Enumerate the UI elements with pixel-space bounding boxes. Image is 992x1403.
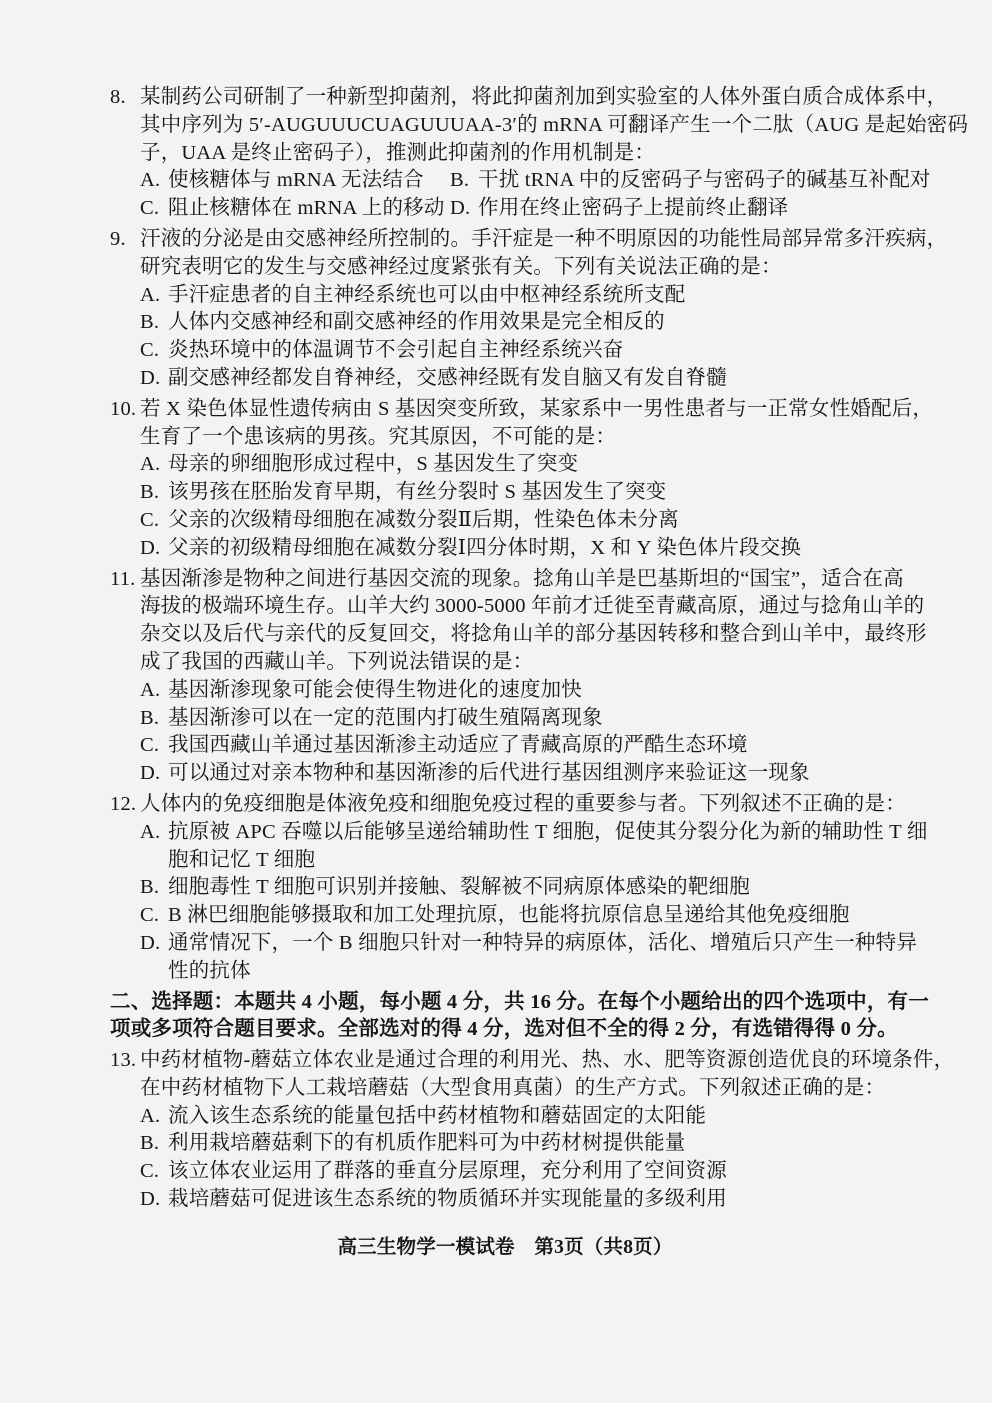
option-label: A. [140, 820, 161, 843]
stem-text: 汗液的分泌是由交感神经所控制的。手汗症是一种不明原因的功能性局部异常多汗疾病， [140, 227, 948, 250]
option-row-ab [110, 167, 982, 195]
option-label: A. [140, 453, 161, 476]
question-stem-line [110, 84, 982, 112]
option-d-continuation: 性的抗体 [168, 959, 251, 982]
option-label: C. [140, 904, 160, 927]
option-text: 抗原被 APC 吞噬以后能够呈递给辅助性 T 细胞，促使其分裂分化为新的辅助性 T 细 [168, 820, 928, 843]
stem-text: 人体内的免疫细胞是体液免疫和细胞免疫过程的重要参与者。下列叙述不正确的是： [140, 792, 906, 815]
option-text: B 淋巴细胞能够摄取和加工处理抗原，也能将抗原信息呈递给其他免疫细胞 [168, 904, 850, 927]
question-stem-line: 海拔的极端环境生存。山羊大约 3000-5000 年前才迁徙至青藏高原，通过与捻角山羊的 [140, 595, 925, 618]
section-instruction-line: 项或多项符合题目要求。全部选对的得 4 分，选对但不全的得 2 分，有选错得得 0 分。 [110, 1018, 898, 1041]
option-c [110, 507, 982, 535]
question-13 [110, 1047, 982, 1214]
option-d [110, 930, 982, 958]
option-label: D. [450, 197, 471, 220]
option-label: B. [140, 876, 160, 899]
option-label: C. [140, 1160, 160, 1183]
option-text: 干扰 tRNA 中的反密码子与密码子的碱基互补配对 [478, 169, 931, 192]
option-text: 父亲的次级精母细胞在减数分裂Ⅱ后期，性染色体未分离 [168, 508, 679, 531]
option-a [110, 1103, 982, 1131]
option-text: 手汗症患者的自主神经系统也可以由中枢神经系统所支配 [168, 283, 686, 306]
question-stem-line: 在中药材植物下人工栽培蘑菇（大型食用真菌）的生产方式。下列叙述正确的是： [140, 1076, 886, 1099]
option-label: A. [140, 1104, 161, 1127]
option-a [110, 677, 982, 705]
question-stem-line [110, 1047, 982, 1075]
option-b [110, 479, 982, 507]
question-8 [110, 84, 982, 223]
option-c [110, 337, 982, 365]
option-label: D. [140, 1188, 161, 1211]
question-number: 12. [110, 792, 137, 815]
option-label: D. [140, 536, 161, 559]
option-text: 母亲的卵细胞形成过程中，S 基因发生了突变 [168, 453, 579, 476]
option-label: C. [140, 197, 160, 220]
question-stem-line [110, 566, 982, 594]
question-number: 11. [110, 567, 136, 590]
option-text: 可以通过对亲本物种和基因渐渗的后代进行基因组测序来验证这一现象 [168, 762, 810, 785]
question-11 [110, 566, 982, 788]
stem-text: 若 X 染色体显性遗传病由 S 基因突变所致，某家系中一男性患者与一正常女性婚配后， [140, 397, 934, 420]
stem-text: 中药材植物-蘑菇立体农业是通过合理的利用光、热、水、肥等资源创造优良的环境条件， [140, 1049, 955, 1072]
option-b [450, 167, 931, 195]
question-number: 9. [110, 227, 126, 250]
question-stem-line: 杂交以及后代与亲代的反复回交，将捻角山羊的部分基因转移和整合到山羊中，最终形 [140, 623, 927, 646]
option-label: A. [140, 283, 161, 306]
option-label: B. [140, 311, 160, 334]
option-text: 我国西藏山羊通过基因渐渗主动适应了青藏高原的严酷生态环境 [168, 734, 748, 757]
option-label: B. [140, 1132, 160, 1155]
option-row-cd [110, 195, 982, 223]
question-stem-line [110, 791, 982, 819]
option-label: A. [140, 169, 161, 192]
option-label: B. [450, 169, 470, 192]
option-text: 流入该生态系统的能量包括中药材植物和蘑菇固定的太阳能 [168, 1104, 707, 1127]
question-stem-line: 子，UAA 是终止密码子），推测此抑菌剂的作用机制是： [140, 141, 656, 164]
option-d [110, 535, 982, 563]
question-number: 10. [110, 397, 137, 420]
question-stem-line: 成了我国的西藏山羊。下列说法错误的是： [140, 650, 534, 673]
option-label: B. [140, 481, 160, 504]
option-d [110, 1186, 982, 1214]
option-a [110, 282, 982, 310]
option-text: 利用栽培蘑菇剩下的有机质作肥料可为中药材树提供能量 [168, 1132, 686, 1155]
option-c [110, 902, 982, 930]
section-2-instructions [110, 989, 982, 1045]
question-10 [110, 396, 982, 563]
option-text: 细胞毒性 T 细胞可识别并接触、裂解被不同病原体感染的靶细胞 [168, 876, 750, 899]
question-number: 13. [110, 1049, 137, 1072]
question-12 [110, 791, 982, 986]
option-text: 副交感神经都发自脊神经，交感神经既有发自脑又有发自脊髓 [168, 366, 727, 389]
question-stem-line [110, 226, 982, 254]
option-a-continuation: 胞和记忆 T 细胞 [168, 848, 316, 871]
option-label: C. [140, 734, 160, 757]
option-c [110, 1158, 982, 1186]
option-a [140, 167, 450, 195]
option-d [110, 760, 982, 788]
option-text: 作用在终止密码子上提前终止翻译 [478, 197, 789, 220]
page-content [110, 84, 982, 1214]
question-9 [110, 226, 982, 393]
option-c [110, 732, 982, 760]
option-text: 父亲的初级精母细胞在减数分裂Ⅰ四分体时期，X 和 Y 染色体片段交换 [168, 536, 802, 559]
option-label: D. [140, 762, 161, 785]
page-footer: 高三生物学一模试卷 第3页（共8页） [337, 1237, 673, 1258]
option-label: B. [140, 706, 160, 729]
option-text: 该立体农业运用了群落的垂直分层原理，充分利用了空间资源 [168, 1160, 727, 1183]
question-stem-line: 生育了一个患该病的男孩。究其原因，不可能的是： [140, 425, 617, 448]
option-b [110, 874, 982, 902]
option-label: C. [140, 339, 160, 362]
option-text: 使核糖体与 mRNA 无法结合 [168, 169, 424, 192]
option-text: 基因渐渗可以在一定的范围内打破生殖隔离现象 [168, 706, 603, 729]
stem-text: 基因渐渗是物种之间进行基因交流的现象。捻角山羊是巴基斯坦的“国宝”，适合在高 [140, 567, 904, 590]
option-b [110, 1130, 982, 1158]
option-label: C. [140, 508, 160, 531]
option-c [140, 195, 450, 223]
option-label: A. [140, 678, 161, 701]
option-label: D. [140, 366, 161, 389]
question-stem-line: 研究表明它的发生与交感神经过度紧张有关。下列有关说法正确的是： [140, 255, 782, 278]
section-instruction-line: 二、选择题：本题共 4 小题，每小题 4 分，共 16 分。在每个小题给出的四个选项中，有一 [110, 990, 929, 1013]
option-a [110, 819, 982, 847]
option-text: 该男孩在胚胎发育早期，有丝分裂时 S 基因发生了突变 [168, 481, 667, 504]
option-text: 基因渐渗现象可能会使得生物进化的速度加快 [168, 678, 582, 701]
option-text: 人体内交感神经和副交感神经的作用效果是完全相反的 [168, 311, 665, 334]
question-number: 8. [110, 86, 126, 108]
option-text: 阻止核糖体在 mRNA 上的移动 [168, 197, 445, 220]
option-a [110, 451, 982, 479]
stem-text: 某制药公司研制了一种新型抑菌剂，将此抑菌剂加到实验室的人体外蛋白质合成体系中， [140, 86, 948, 108]
option-b [110, 705, 982, 733]
option-d [450, 195, 789, 223]
question-stem-line [110, 396, 982, 424]
option-label: D. [140, 931, 161, 954]
option-d [110, 365, 982, 393]
option-text: 栽培蘑菇可促进该生态系统的物质循环并实现能量的多级利用 [168, 1188, 727, 1211]
option-text: 通常情况下，一个 B 细胞只针对一种特异的病原体，活化、增殖后只产生一种特异 [168, 931, 918, 954]
option-text: 炎热环境中的体温调节不会引起自主神经系统兴奋 [168, 339, 624, 362]
question-stem-line: 其中序列为 5′-AUGUUUCUAGUUUAA-3′的 mRNA 可翻译产生一个二肽（AUG 是起始密码 [140, 113, 969, 136]
option-b [110, 309, 982, 337]
